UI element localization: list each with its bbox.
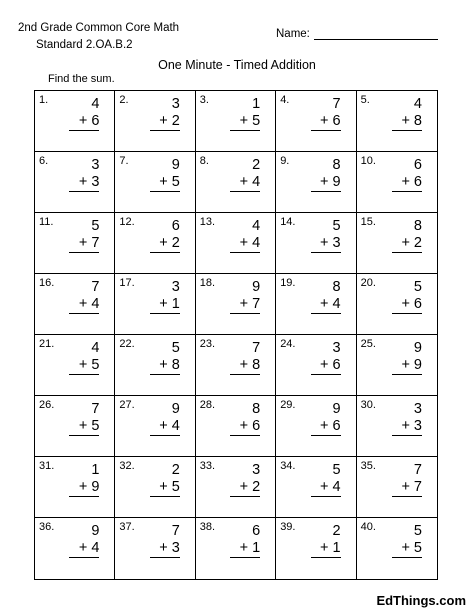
answer-line	[69, 191, 99, 192]
problem-cell[interactable]	[196, 213, 276, 274]
addition-problem	[69, 462, 99, 497]
problem-number: 23.	[199, 338, 216, 350]
problem-cell[interactable]	[357, 457, 437, 518]
addend-top: 8	[332, 279, 341, 295]
answer-line	[392, 374, 422, 375]
answer-line	[392, 191, 422, 192]
addend-bottom: + 5	[78, 357, 100, 373]
answer-line	[69, 496, 99, 497]
answer-line	[392, 496, 422, 497]
problem-number: 5.	[360, 94, 370, 106]
addition-problem	[69, 218, 99, 253]
addend-bottom: + 6	[320, 418, 341, 434]
problem-cell[interactable]	[357, 91, 437, 152]
brand-footer: EdThings.com	[376, 593, 466, 608]
problem-cell[interactable]	[276, 274, 356, 335]
addend-bottom: + 6	[239, 418, 261, 434]
addend-top: 9	[171, 157, 180, 173]
addend-top: 5	[332, 462, 341, 478]
addend-top: 7	[332, 96, 341, 112]
addend-top: 5	[91, 218, 100, 234]
problem-number: 28.	[199, 399, 216, 411]
answer-line	[311, 557, 341, 558]
answer-line	[230, 130, 260, 131]
answer-line	[392, 557, 422, 558]
addition-problem	[69, 279, 99, 314]
problem-number: 29.	[280, 399, 296, 411]
addition-problem	[392, 340, 422, 375]
problem-number: 38.	[199, 521, 216, 533]
addend-bottom: + 6	[320, 113, 341, 129]
addend-bottom: + 2	[159, 235, 180, 251]
problem-number: 27.	[119, 399, 135, 411]
name-blank-line[interactable]	[314, 27, 438, 40]
problem-number: 20.	[360, 277, 376, 289]
addition-problem	[392, 523, 422, 558]
addend-top: 2	[252, 157, 261, 173]
problem-number: 7.	[119, 155, 129, 167]
name-field	[276, 27, 438, 40]
problem-cell[interactable]	[357, 518, 437, 579]
answer-line	[69, 130, 99, 131]
addend-top: 3	[332, 340, 341, 356]
problem-cell[interactable]	[115, 274, 195, 335]
problem-number: 19.	[280, 277, 296, 289]
addition-problem	[311, 523, 341, 558]
problem-cell[interactable]	[276, 335, 356, 396]
addend-bottom: + 3	[401, 418, 422, 434]
problem-cell[interactable]	[115, 152, 195, 213]
addend-top: 9	[171, 401, 180, 417]
problem-number: 6.	[39, 155, 49, 167]
answer-line	[311, 496, 341, 497]
problem-grid	[34, 90, 438, 580]
problem-number: 15.	[360, 216, 376, 228]
problem-number: 17.	[119, 277, 135, 289]
addend-top: 5	[332, 218, 341, 234]
addition-problem	[311, 218, 341, 253]
addend-bottom: + 3	[320, 235, 341, 251]
instructions: Find the sum.	[48, 73, 115, 85]
problem-cell[interactable]	[115, 213, 195, 274]
addend-bottom: + 2	[239, 479, 261, 495]
addend-top: 3	[171, 279, 180, 295]
addend-top: 7	[171, 523, 180, 539]
problem-cell[interactable]	[196, 396, 276, 457]
addend-bottom: + 4	[78, 296, 100, 312]
addend-top: 7	[91, 401, 100, 417]
addition-problem	[230, 96, 260, 131]
addend-top: 4	[91, 340, 100, 356]
answer-line	[311, 191, 341, 192]
addend-bottom: + 6	[78, 113, 100, 129]
problem-number: 36.	[39, 521, 55, 533]
problem-number: 10.	[360, 155, 376, 167]
problem-number: 2.	[119, 94, 129, 106]
addend-bottom: + 8	[239, 357, 261, 373]
problem-cell[interactable]	[357, 396, 437, 457]
answer-line	[150, 557, 180, 558]
standard-label: Standard 2.OA.B.2	[36, 39, 133, 51]
problem-number: 9.	[280, 155, 290, 167]
addition-problem	[311, 96, 341, 131]
addition-problem	[311, 462, 341, 497]
problem-cell[interactable]	[196, 274, 276, 335]
addend-bottom: + 1	[239, 540, 261, 556]
answer-line	[311, 374, 341, 375]
addend-top: 1	[252, 96, 261, 112]
answer-line	[311, 252, 341, 253]
answer-line	[392, 313, 422, 314]
problem-cell[interactable]	[276, 91, 356, 152]
addend-bottom: + 9	[320, 174, 341, 190]
addend-bottom: + 7	[239, 296, 261, 312]
addend-bottom: + 5	[159, 479, 180, 495]
problem-number: 4.	[280, 94, 290, 106]
addend-top: 8	[252, 401, 261, 417]
answer-line	[230, 313, 260, 314]
addend-bottom: + 1	[320, 540, 341, 556]
addend-top: 4	[91, 96, 100, 112]
addition-problem	[150, 340, 180, 375]
problem-cell[interactable]	[357, 274, 437, 335]
addition-problem	[150, 157, 180, 192]
addend-top: 7	[413, 462, 422, 478]
addend-top: 9	[413, 340, 422, 356]
addend-bottom: + 2	[401, 235, 422, 251]
addend-bottom: + 4	[239, 235, 261, 251]
addend-top: 9	[91, 523, 100, 539]
problem-cell[interactable]	[35, 91, 115, 152]
problem-number: 32.	[119, 460, 135, 472]
addend-top: 9	[252, 279, 261, 295]
addend-top: 3	[91, 157, 100, 173]
addend-top: 6	[413, 157, 422, 173]
answer-line	[150, 435, 180, 436]
addend-bottom: + 4	[159, 418, 180, 434]
answer-line	[392, 130, 422, 131]
problem-cell[interactable]	[35, 335, 115, 396]
addition-problem	[69, 340, 99, 375]
addition-problem	[392, 96, 422, 131]
answer-line	[230, 374, 260, 375]
addend-top: 5	[413, 279, 422, 295]
addend-bottom: + 3	[159, 540, 180, 556]
addend-bottom: + 2	[159, 113, 180, 129]
addition-problem	[69, 401, 99, 436]
addend-top: 1	[91, 462, 100, 478]
problem-number: 22.	[119, 338, 135, 350]
answer-line	[150, 374, 180, 375]
problem-cell[interactable]	[115, 91, 195, 152]
addend-top: 2	[171, 462, 180, 478]
problem-number: 14.	[280, 216, 296, 228]
answer-line	[311, 435, 341, 436]
problem-cell[interactable]	[35, 274, 115, 335]
addition-problem	[311, 401, 341, 436]
problem-number: 31.	[39, 460, 55, 472]
addition-problem	[230, 218, 260, 253]
problem-cell[interactable]	[115, 518, 195, 579]
problem-cell[interactable]	[196, 91, 276, 152]
problem-cell[interactable]	[276, 457, 356, 518]
problem-cell[interactable]	[276, 213, 356, 274]
problem-number: 25.	[360, 338, 376, 350]
problem-number: 21.	[39, 338, 55, 350]
problem-cell[interactable]	[35, 518, 115, 579]
addition-problem	[230, 279, 260, 314]
addition-problem	[150, 218, 180, 253]
addend-bottom: + 1	[159, 296, 180, 312]
addend-bottom: + 4	[239, 174, 261, 190]
addend-top: 3	[413, 401, 422, 417]
addend-top: 6	[252, 523, 261, 539]
addend-bottom: + 8	[401, 113, 422, 129]
addition-problem	[392, 279, 422, 314]
addition-problem	[392, 401, 422, 436]
problem-cell[interactable]	[196, 518, 276, 579]
worksheet-grade-title: 2nd Grade Common Core Math	[18, 22, 180, 34]
answer-line	[311, 313, 341, 314]
addend-top: 4	[252, 218, 261, 234]
addition-problem	[69, 96, 99, 131]
addend-top: 5	[171, 340, 180, 356]
addend-top: 4	[413, 96, 422, 112]
addend-bottom: + 6	[401, 174, 422, 190]
problem-number: 3.	[199, 94, 209, 106]
problem-cell[interactable]	[35, 213, 115, 274]
answer-line	[230, 435, 260, 436]
addend-top: 6	[171, 218, 180, 234]
problem-number: 35.	[360, 460, 376, 472]
problem-number: 8.	[199, 155, 209, 167]
problem-number: 33.	[199, 460, 216, 472]
answer-line	[150, 252, 180, 253]
problem-cell[interactable]	[276, 396, 356, 457]
answer-line	[69, 374, 99, 375]
addition-problem	[311, 157, 341, 192]
problem-cell[interactable]	[276, 152, 356, 213]
worksheet-title: One Minute - Timed Addition	[158, 58, 316, 72]
addend-bottom: + 5	[159, 174, 180, 190]
addend-bottom: + 5	[78, 418, 100, 434]
problem-cell[interactable]	[357, 152, 437, 213]
problem-cell[interactable]	[35, 152, 115, 213]
addend-bottom: + 6	[401, 296, 422, 312]
answer-line	[230, 252, 260, 253]
addend-top: 8	[332, 157, 341, 173]
problem-number: 34.	[280, 460, 296, 472]
problem-number: 13.	[199, 216, 216, 228]
addition-problem	[150, 462, 180, 497]
addition-problem	[230, 340, 260, 375]
addition-problem	[150, 401, 180, 436]
answer-line	[392, 252, 422, 253]
answer-line	[69, 557, 99, 558]
answer-line	[150, 130, 180, 131]
problem-number: 26.	[39, 399, 55, 411]
addition-problem	[230, 523, 260, 558]
addend-bottom: + 5	[401, 540, 422, 556]
addend-top: 8	[413, 218, 422, 234]
answer-line	[311, 130, 341, 131]
addition-problem	[230, 401, 260, 436]
answer-line	[230, 557, 260, 558]
addend-bottom: + 4	[320, 296, 341, 312]
problem-number: 37.	[119, 521, 135, 533]
addend-bottom: + 9	[78, 479, 100, 495]
answer-line	[69, 435, 99, 436]
addend-top: 2	[332, 523, 341, 539]
problem-number: 24.	[280, 338, 296, 350]
problem-cell[interactable]	[35, 457, 115, 518]
addend-bottom: + 9	[401, 357, 422, 373]
addition-problem	[311, 279, 341, 314]
answer-line	[150, 191, 180, 192]
problem-cell[interactable]	[35, 396, 115, 457]
addend-top: 7	[252, 340, 261, 356]
problem-number: 16.	[39, 277, 55, 289]
answer-line	[392, 435, 422, 436]
addition-problem	[311, 340, 341, 375]
addition-problem	[150, 279, 180, 314]
addend-bottom: + 4	[78, 540, 100, 556]
problem-cell[interactable]	[276, 518, 356, 579]
problem-number: 40.	[360, 521, 376, 533]
answer-line	[69, 252, 99, 253]
problem-number: 1.	[39, 94, 49, 106]
addend-bottom: + 7	[401, 479, 422, 495]
addend-bottom: + 8	[159, 357, 180, 373]
problem-cell[interactable]	[196, 457, 276, 518]
addend-top: 7	[91, 279, 100, 295]
addend-bottom: + 5	[239, 113, 261, 129]
addition-problem	[69, 523, 99, 558]
addend-top: 3	[252, 462, 261, 478]
addition-problem	[150, 96, 180, 131]
addition-problem	[150, 523, 180, 558]
addition-problem	[392, 218, 422, 253]
answer-line	[230, 496, 260, 497]
addend-bottom: + 4	[320, 479, 341, 495]
problem-cell[interactable]	[357, 335, 437, 396]
problem-number: 12.	[119, 216, 135, 228]
name-label: Name:	[276, 28, 310, 40]
addition-problem	[230, 462, 260, 497]
addend-bottom: + 6	[320, 357, 341, 373]
problem-cell[interactable]	[357, 213, 437, 274]
addition-problem	[392, 157, 422, 192]
answer-line	[69, 313, 99, 314]
addend-top: 3	[171, 96, 180, 112]
problem-cell[interactable]	[115, 396, 195, 457]
problem-cell[interactable]	[196, 152, 276, 213]
addition-problem	[392, 462, 422, 497]
addend-top: 5	[413, 523, 422, 539]
addend-top: 9	[332, 401, 341, 417]
problem-cell[interactable]	[196, 335, 276, 396]
answer-line	[230, 191, 260, 192]
problem-cell[interactable]	[115, 335, 195, 396]
answer-line	[150, 313, 180, 314]
problem-number: 11.	[39, 216, 54, 228]
problem-number: 30.	[360, 399, 376, 411]
problem-cell[interactable]	[115, 457, 195, 518]
problem-number: 18.	[199, 277, 216, 289]
addition-problem	[69, 157, 99, 192]
problem-number: 39.	[280, 521, 296, 533]
addition-problem	[230, 157, 260, 192]
addend-bottom: + 3	[78, 174, 100, 190]
answer-line	[150, 496, 180, 497]
addend-bottom: + 7	[78, 235, 100, 251]
